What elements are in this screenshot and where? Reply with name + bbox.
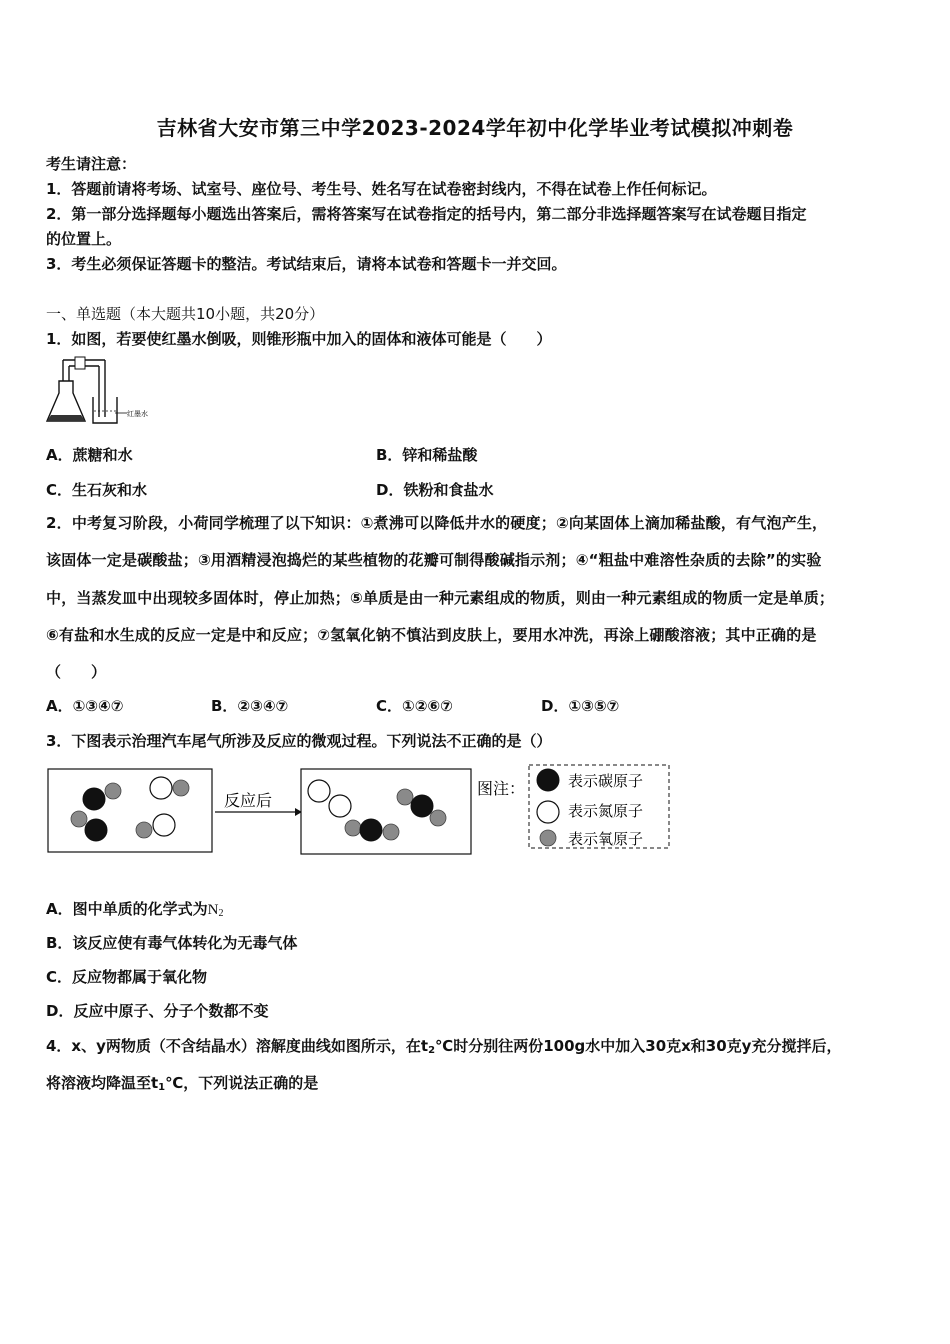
q3-option-d: D．反应中原子、分子个数都不变 (46, 1002, 269, 1020)
red-ink-label: 红墨水 (127, 410, 148, 418)
arrow-label: 反应后 (224, 791, 273, 810)
q3-option-b: B．该反应使有毒气体转化为无毒气体 (46, 934, 298, 952)
notice-heading: 考生请注意： (46, 155, 137, 173)
apparatus-figure (45, 355, 155, 430)
oxygen-atom (345, 820, 361, 836)
q2-option-b: B．②③④⑦ (211, 697, 289, 715)
carbon-atom (85, 819, 107, 841)
question-2-line: ⑥有盐和水生成的反应一定是中和反应；⑦氢氧化钠不慎沾到皮肤上，要用水冲洗，再涂上硼酸溶液；其中正确的是 (46, 626, 817, 644)
legend-title: 图注： (477, 779, 526, 798)
legend-carbon-icon (537, 769, 559, 791)
notice-item: 2．第一部分选择题每小题选出答案后，需将答案写在试卷指定的括号内，第二部分非选择题答案写在试卷题目指定 (46, 205, 807, 223)
notice-item: 3．考生必须保证答题卡的整洁。考试结束后，请将本试卷和答题卡一并交回。 (46, 255, 567, 273)
tube-clamp (75, 357, 85, 369)
q3-option-a-subscript: 2 (218, 908, 224, 919)
oxygen-atom (397, 789, 413, 805)
q2-option-a: A．①③④⑦ (46, 697, 124, 715)
q4-text: 将溶液均降温至t (46, 1074, 159, 1092)
q4-text: ℃，下列说法正确的是 (165, 1074, 319, 1092)
q4-text: ℃时分别往两份100g水中加入30克x和30克y充分搅拌后， (435, 1037, 842, 1055)
oxygen-atom (173, 780, 189, 796)
q1-option-b: B．锌和稀盐酸 (376, 446, 478, 464)
legend-oxygen-icon (540, 830, 556, 846)
question-3-stem: 3．下图表示治理汽车尾气所涉及反应的微观过程。下列说法不正确的是（） (46, 732, 552, 750)
notice-item: 1．答题前请将考场、试室号、座位号、考生号、姓名写在试卷密封线内，不得在试卷上作任何标记。 (46, 180, 717, 198)
q3-option-c: C．反应物都属于氧化物 (46, 968, 208, 986)
q4-text: 4．x、y两物质（不含结晶水）溶解度曲线如图所示，在t (46, 1037, 429, 1055)
q1-option-c: C．生石灰和水 (46, 481, 148, 499)
notice-item: 的位置上。 (46, 230, 122, 248)
question-2-line: （ ） (46, 663, 107, 681)
question-2-line: 2．中考复习阶段，小荷同学梳理了以下知识：①煮沸可以降低井水的硬度；②向某固体上滴加稀盐酸，有气泡产生， (46, 514, 828, 532)
oxygen-atom (71, 811, 87, 827)
reactants-box (48, 769, 212, 852)
q2-option-c: C．①②⑥⑦ (376, 697, 453, 715)
oxygen-atom (136, 822, 152, 838)
carbon-atom (411, 795, 433, 817)
question-2-line: 中，当蒸发皿中出现较多固体时，停止加热；⑤单质是由一种元素组成的物质，则由一种元素组成的物质一定是单质； (46, 589, 835, 607)
legend-nitrogen-icon (537, 801, 559, 823)
nitrogen-atom (329, 795, 351, 817)
question-4-line (46, 1072, 318, 1093)
question-1-stem: 1．如图，若要使红墨水倒吸，则锥形瓶中加入的固体和液体可能是（ ） (46, 330, 552, 348)
legend-oxygen-label: 表示氧原子 (568, 830, 644, 848)
question-2-line: 该固体一定是碳酸盐；③用酒精浸泡捣烂的某些植物的花瓣可制得酸碱指示剂；④“粗盐中难溶性杂质的去除”的实验 (46, 551, 822, 569)
flask-contents (47, 415, 85, 421)
nitrogen-atom (308, 780, 330, 802)
nitrogen-atom (150, 777, 172, 799)
q3-option-a (46, 898, 223, 919)
reaction-diagram (40, 760, 680, 860)
legend-nitrogen-label: 表示氮原子 (568, 802, 644, 820)
oxygen-atom (430, 810, 446, 826)
carbon-atom (360, 819, 382, 841)
q3-option-a-text: A．图中单质的化学式为 (46, 900, 208, 918)
q1-option-d: D．铁粉和食盐水 (376, 481, 494, 499)
oxygen-atom (383, 824, 399, 840)
q2-option-d: D．①③⑤⑦ (541, 697, 620, 715)
q4-subscript: 1 (158, 1082, 166, 1093)
q1-option-a: A．蔗糖和水 (46, 446, 133, 464)
nitrogen-atom (153, 814, 175, 836)
products-box (301, 769, 471, 854)
question-4-line (46, 1035, 841, 1056)
page-title: 吉林省大安市第三中学2023-2024学年初中化学毕业考试模拟冲刺卷 (156, 116, 794, 140)
oxygen-atom (105, 783, 121, 799)
legend-carbon-label: 表示碳原子 (568, 772, 644, 790)
carbon-atom (83, 788, 105, 810)
q4-subscript: 2 (428, 1045, 436, 1056)
q3-option-a-formula: N (207, 902, 219, 918)
section-heading: 一、单选题（本大题共10小题，共20分） (46, 305, 325, 323)
